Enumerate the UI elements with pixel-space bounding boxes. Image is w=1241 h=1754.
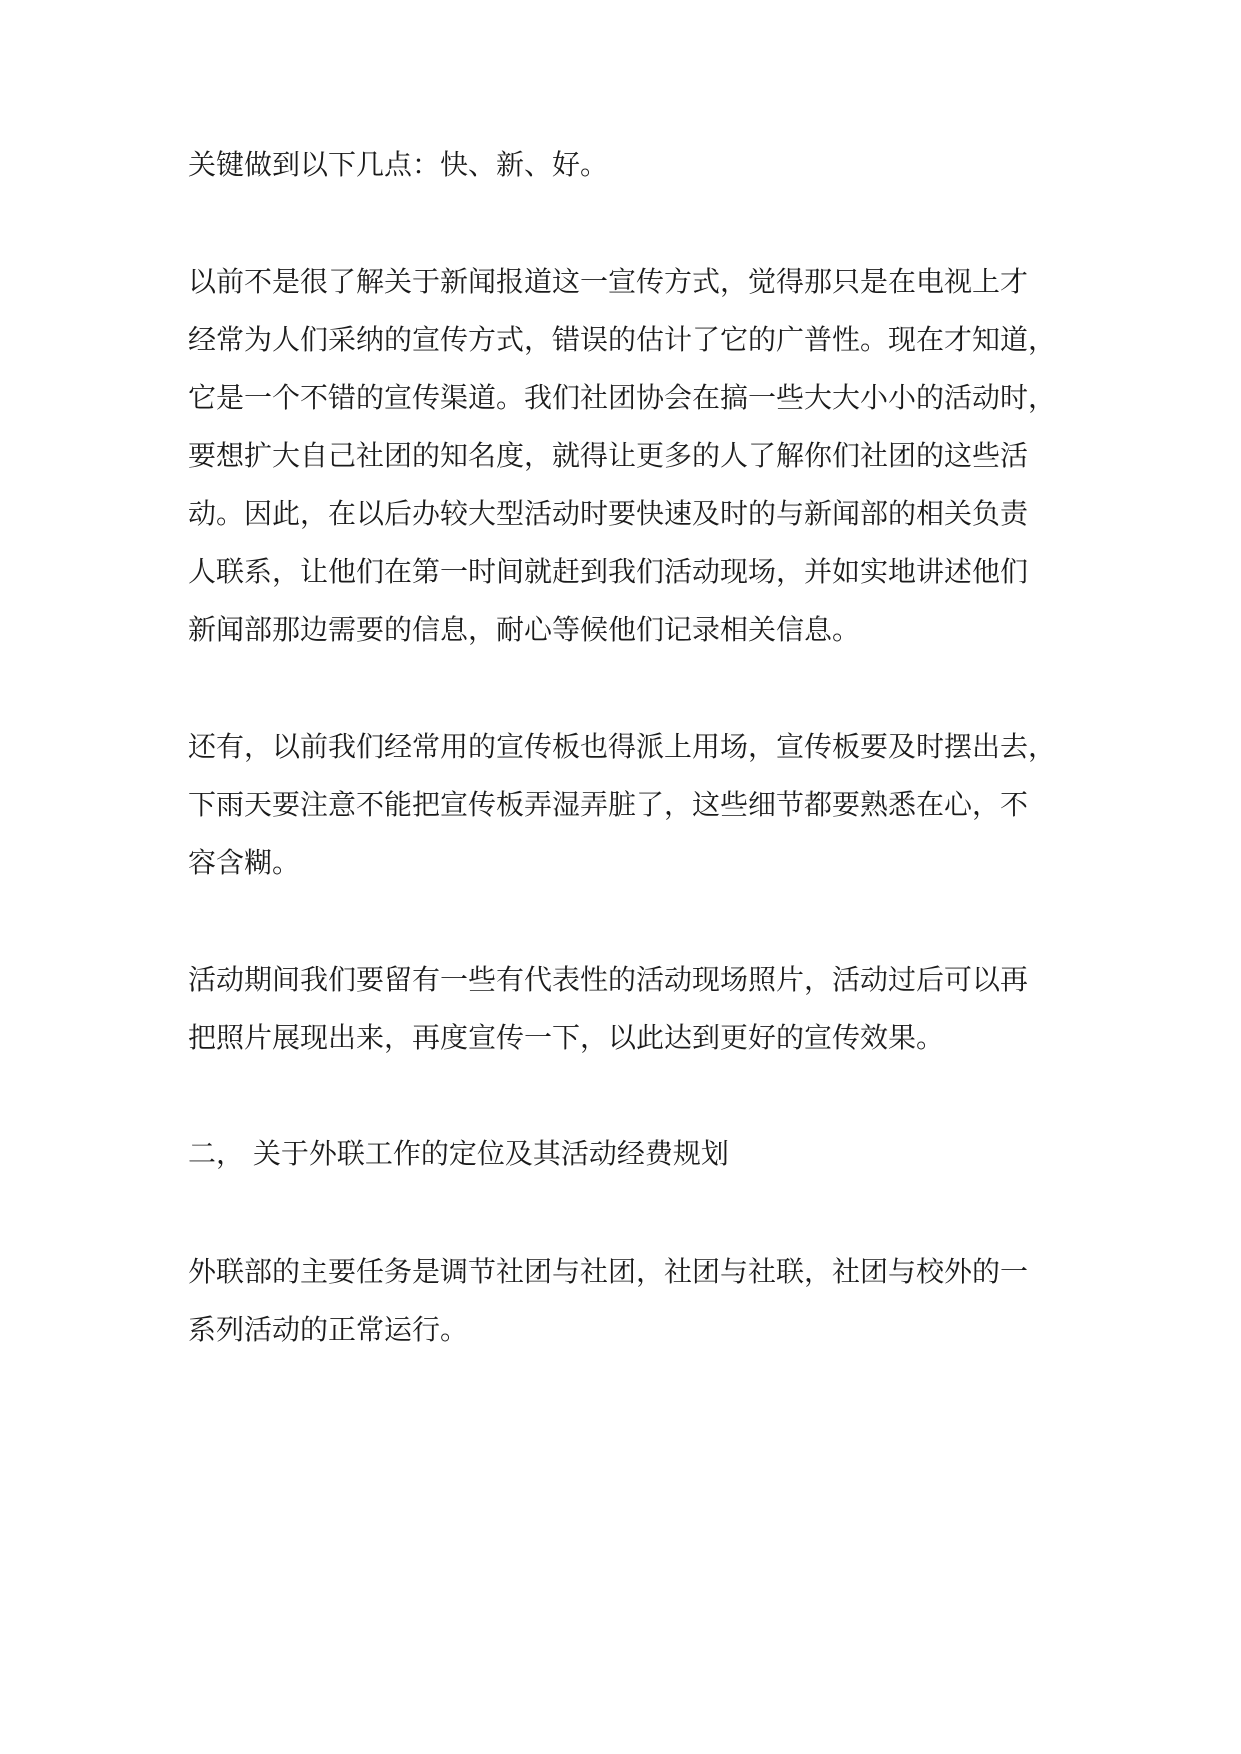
news-paragraph-line: 新闻部那边需要的信息，耐心等候他们记录相关信息。 [188, 613, 861, 646]
news-paragraph-line: 人联系，让他们在第一时间就赶到我们活动现场，并如实地讲述他们 [188, 555, 1029, 588]
section-heading: 二， 关于外联工作的定位及其活动经费规划 [188, 1137, 729, 1170]
board-paragraph-line: 还有，以前我们经常用的宣传板也得派上用场，宣传板要及时摆出去， [188, 730, 1057, 763]
news-paragraph-line: 要想扩大自己社团的知名度，就得让更多的人了解你们社团的这些活 [188, 439, 1029, 472]
news-paragraph-line: 经常为人们采纳的宣传方式，错误的估计了它的广普性。现在才知道， [188, 323, 1057, 356]
photos-paragraph-line: 把照片展现出来，再度宣传一下，以此达到更好的宣传效果。 [188, 1021, 945, 1054]
news-paragraph-line: 动。因此，在以后办较大型活动时要快速及时的与新闻部的相关负责 [188, 497, 1029, 530]
news-paragraph-line: 以前不是很了解关于新闻报道这一宣传方式，觉得那只是在电视上才 [188, 265, 1029, 298]
liaison-paragraph-line: 外联部的主要任务是调节社团与社团，社团与社联，社团与校外的一 [188, 1255, 1029, 1288]
board-paragraph-line: 容含糊。 [188, 846, 301, 879]
liaison-paragraph-line: 系列活动的正常运行。 [188, 1313, 469, 1346]
news-paragraph-line: 它是一个不错的宣传渠道。我们社团协会在搞一些大大小小的活动时， [188, 381, 1057, 414]
intro-text: 关键做到以下几点：快、新、好。 [188, 148, 609, 181]
board-paragraph-line: 下雨天要注意不能把宣传板弄湿弄脏了，这些细节都要熟悉在心，不 [188, 788, 1029, 821]
photos-paragraph-line: 活动期间我们要留有一些有代表性的活动现场照片，活动过后可以再 [188, 963, 1029, 996]
